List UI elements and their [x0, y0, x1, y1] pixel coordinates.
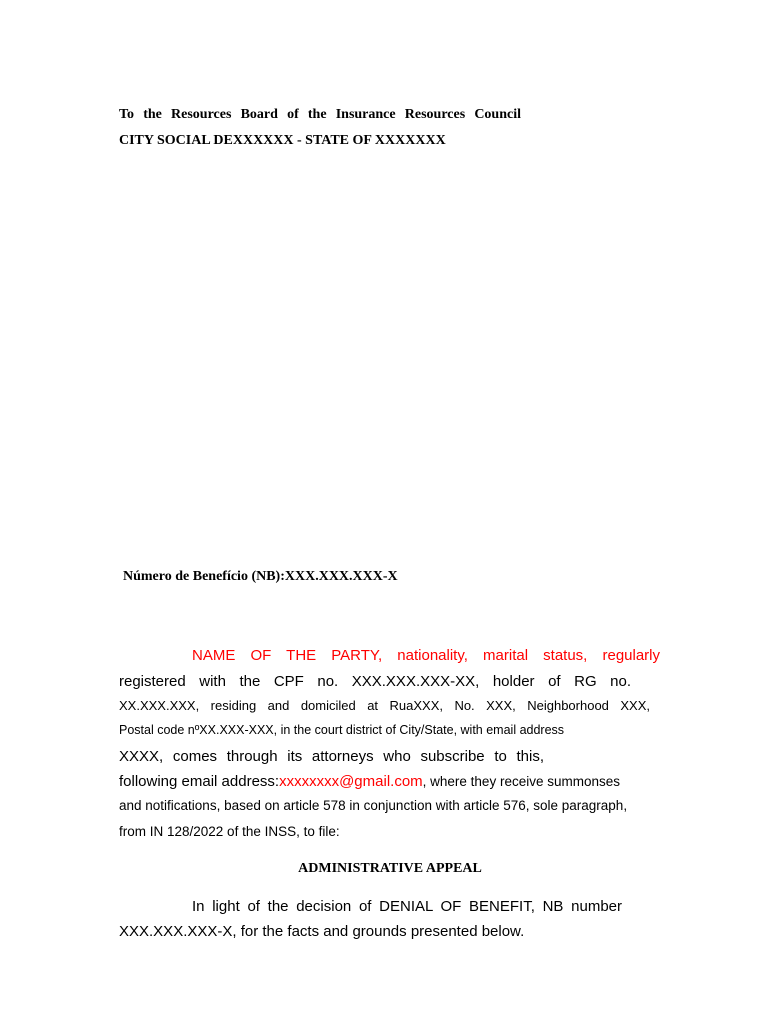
addressee-line: To the Resources Board of the Insurance Resources Council	[119, 107, 521, 122]
city-state-line: CITY SOCIAL DEXXXXXX - STATE OF XXXXXXX	[119, 133, 446, 148]
party-line-1	[192, 647, 660, 664]
party-line-5: XXXX, comes through its attorneys who subscribe to this,	[119, 748, 544, 765]
party-line-6	[119, 773, 620, 790]
party-line-4: Postal code nºXX.XXX-XXX, in the court district of City/State, with email address	[119, 723, 565, 737]
decision-line-2: XXX.XXX.XXX-X, for the facts and grounds presented below.	[119, 923, 525, 940]
party-name: NAME OF THE PARTY,	[192, 647, 383, 664]
benefit-number: Número de Benefício (NB):XXX.XXX.XXX-X	[123, 569, 398, 584]
email-prefix: following email address:	[119, 773, 280, 790]
party-line-3: XX.XXX.XXX, residing and domiciled at RuaXXX, No. XXX, Neighborhood XXX,	[119, 698, 650, 713]
party-line-2: registered with the CPF no. XXX.XXX.XXX-XX, holder of RG no.	[119, 673, 631, 690]
party-details: nationality, marital status, regularly	[397, 647, 661, 664]
email-address: xxxxxxxx@gmail.com	[279, 773, 423, 790]
party-line-7: and notifications, based on article 578 in conjunction with article 576, sole paragraph,	[119, 798, 628, 813]
decision-line-1: In light of the decision of DENIAL OF BENEFIT, NB number	[192, 898, 622, 915]
party-line-8: from IN 128/2022 of the INSS, to file:	[119, 824, 340, 839]
email-suffix: , where they receive summonses	[422, 774, 620, 789]
appeal-title: ADMINISTRATIVE APPEAL	[298, 861, 482, 876]
